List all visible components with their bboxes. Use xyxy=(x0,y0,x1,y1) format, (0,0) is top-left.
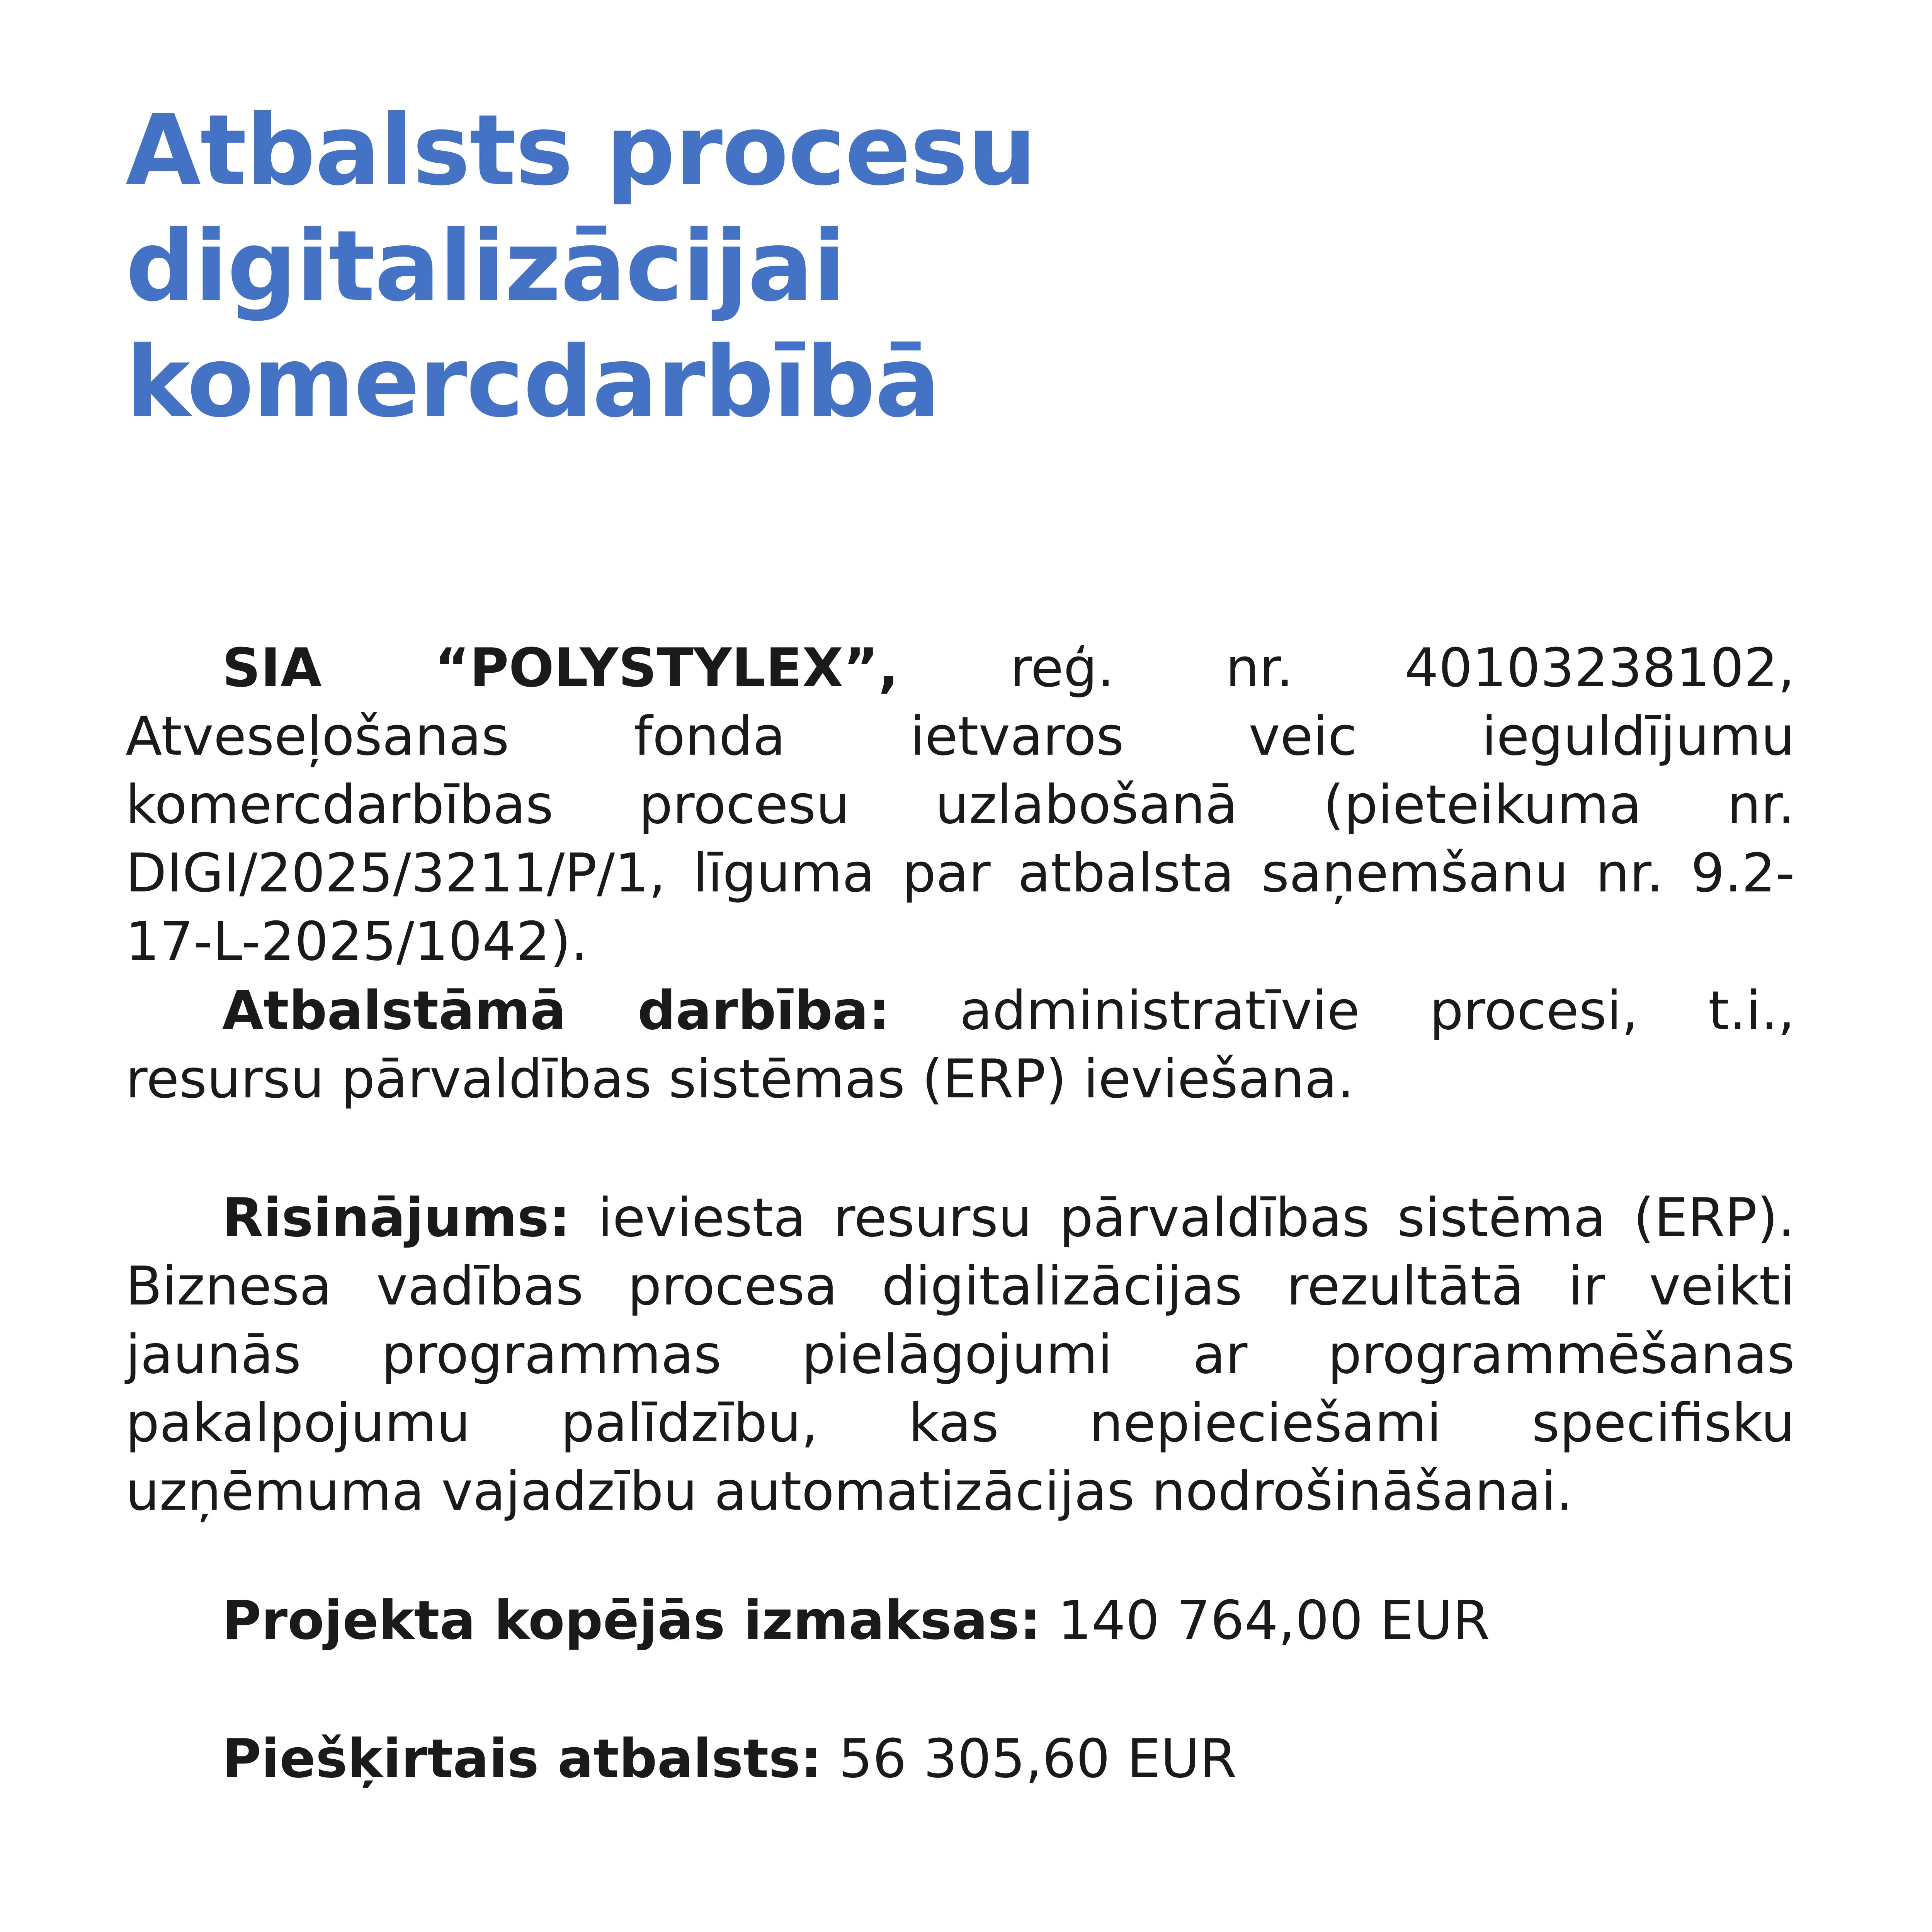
company-name: SIA “POLYSTYLEX”, xyxy=(222,637,899,699)
support-label: Piešķirtais atbalsts: xyxy=(222,1728,822,1790)
solution-text: ieviesta resursu pārvaldības sistēma (ERP). Biznesa vadības procesa digitalizācijas rezultātā ir veikti jaunās programmas pielāgojumi ar programmēšanas pakalpojumu palīdzību, kas nepieciešami specifisku uzņēmuma vajadzību automatizācijas nodrošināšanai. xyxy=(126,1187,1795,1522)
costs-paragraph xyxy=(126,1586,1795,1655)
title-line-3: komercdarbībā xyxy=(126,326,940,439)
support-paragraph xyxy=(126,1725,1795,1793)
activity-label: Atbalstāmā darbība: xyxy=(222,980,890,1042)
title-line-1: Atbalsts procesu xyxy=(126,94,1036,207)
activity-paragraph xyxy=(126,976,1795,1113)
support-value: 56 305,60 EUR xyxy=(821,1728,1237,1790)
intro-text: reģ. nr. 40103238102, Atveseļošanas fonda ietvaros veic ieguldījumu komercdarbības procesu uzlabošanā (pieteikuma nr. DIGI/2025/3211/P/1, līguma par atbalsta saņemšanu nr. 9.2-17-L-2025/1042). xyxy=(126,637,1795,973)
title-line-2: digitalizācijai xyxy=(126,210,845,323)
costs-label: Projekta kopējās izmaksas: xyxy=(222,1589,1041,1651)
intro-paragraph xyxy=(126,634,1795,976)
costs-value: 140 764,00 EUR xyxy=(1041,1589,1490,1651)
solution-paragraph xyxy=(126,1184,1795,1526)
page-title xyxy=(126,93,1036,440)
activity-text: administratīvie procesi, t.i., resursu pārvaldības sistēmas (ERP) ieviešana. xyxy=(126,980,1795,1110)
solution-label: Risinājums: xyxy=(222,1187,571,1249)
